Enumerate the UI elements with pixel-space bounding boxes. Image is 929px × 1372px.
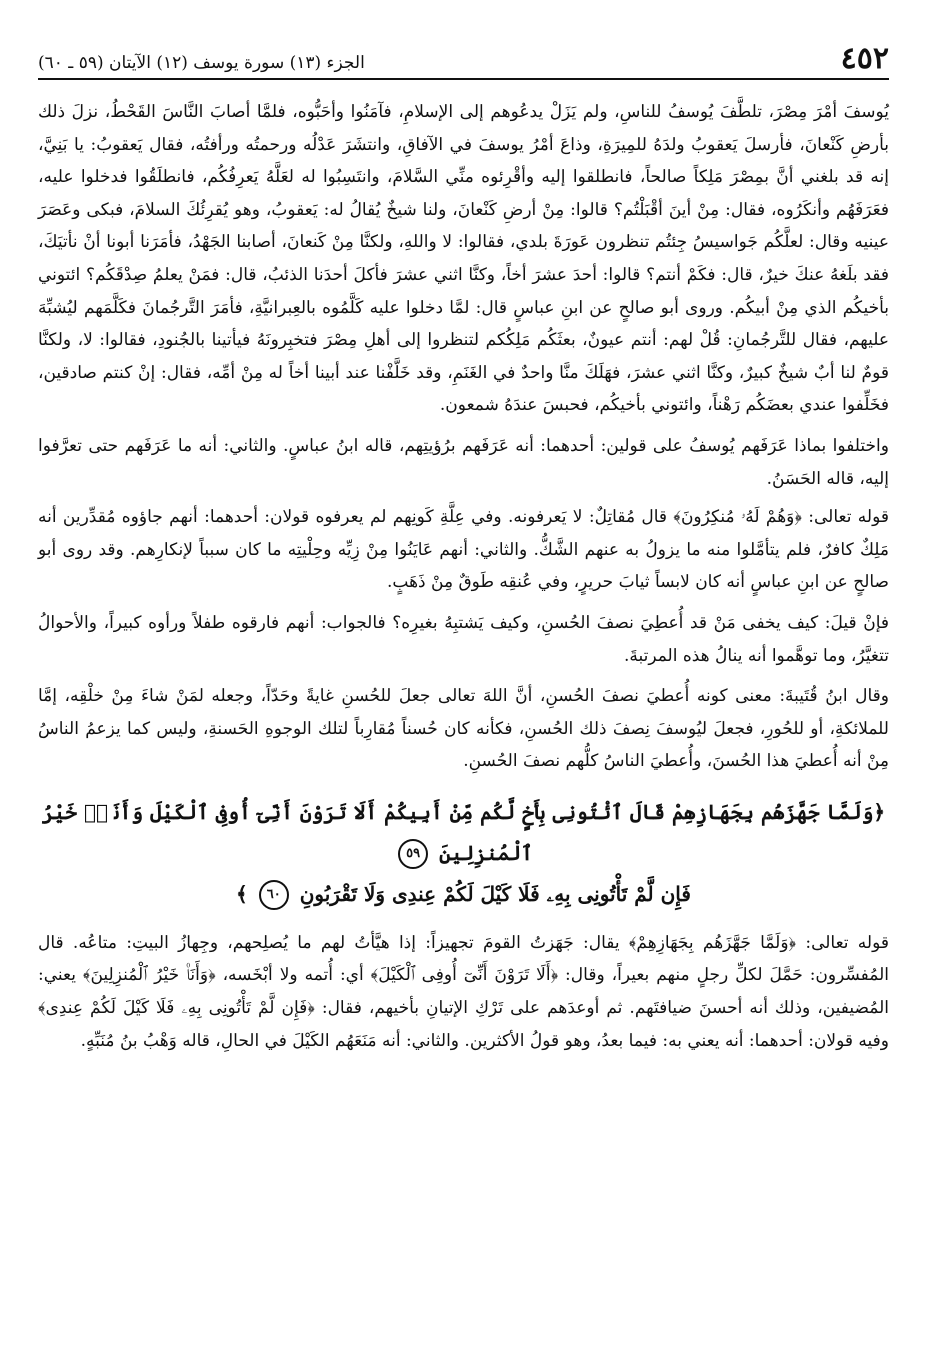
paragraph-story: يُوسفَ أمْرَ مِصْرَ، تلطَّفَ يُوسفُ للناسِ، ولم يَزَلْ يدعُوهم إلى الإسلامِ، فآمَنُوا وأحَبُّوه، فلمَّا أصابَ النَّاسَ القَحْطُ، نزلَ ذلك بأرضِ كَنْعانَ، فأرسلَ يَعقوبُ ولدَهُ للمِيرَةِ، وذاعَ أمْرُ يوسفَ في الآفاقِ، وانتشَرَ عَدْلُه ورحمتُه ورأفتُه، فقال يَعقوبُ: يا بَنِيَّ، إنه قد بلغني أنَّ بمِصْرَ مَلِكاً صالحاً، فانطلقوا إليه وأقْرِئوه منِّي السَّلامَ، وانتَسِبُوا له لعَلَّهُ يَعرِفُكُم، فانطلَقُوا فدخلوا عليه، فعَرَفَهُم وأنكَرُوه، فقال: مِنْ أينَ أقْبَلْتُم؟ قالوا: مِنْ أرضِ كَنْعانَ، ولنا شيخٌ يُقالُ له: يَعقوبُ، وهو يُقرِئُكَ السلامَ، فبكى وعَصَرَ عينيه وقال: لعلَّكُم جَواسيسُ جِئتُم تنظرون عَورَةَ بلدي، فقالوا: لا واللهِ، ولكنَّا مِنْ كَنعانَ، أصابنا الجَهْدُ، فأمَرَنا أبونا أنْ نأتيَكَ، فقد بلَغهُ عنكَ خيرٌ، قال: فكَمْ أنتم؟ قالوا: أحدَ عشرَ أخاً، وكنَّا اثني عشرَ فأكلَ أحدَنا الذئبُ، قال: فمَنْ يعلمُ صِدْقَكُم؟ ائتوني بأخيكُم الذي مِنْ أبيكُم. وروى أبو صالحٍ عن ابنِ عباسٍ قال: لمَّا دخلوا عليه كَلَّمُوه بالعِبرانيَّةِ، فأمَرَ التَّرجُمانَ فكَلَّمَهم ليُشبِّهَ عليهم، فقال للتَّرجُمانِ: قُلْ لهم: أنتم عيونٌ، بعثَكُم مَلِكُكم لتنظروا إلى أهلِ مِصْرَ فتخبِرونَهُ فيأتينا بالجُنودِ، فقالوا: لا، ولكنَّا قومٌ لنا أبٌ شيخٌ كبيرٌ، وكنَّا اثني عشرَ، فهَلَكَ منَّا واحدٌ في الغَنَمِ، وقد خَلَّفْنا عند أبينا أخاً له مِنْ أمِّه، فقال: إنْ كنتم صادقين، فخَلِّفوا عندي بعضَكُم رَهْناً، وائتوني بأخيكُم، فحبسَ عندَهُ شمعون.	[38, 102, 889, 416]
paragraph-ibn-qutaybah: وقال ابنُ قُتَيبةَ: معنى كونه أُعطيَ نصفَ الحُسنِ، أنَّ اللهَ تعالى جعلَ للحُسنِ غايةً وحَدّاً، وجعله لمَنْ شاءَ مِنْ خلْقِه، إمَّا للملائكةِ، أو للحُورِ، فجعلَ ليُوسفَ نِصفَ ذلك الحُسنِ، فكأنه كان حُسناً مُقارِباً لتلك الوجوهِ الحَسنةِ، وليس كما يزعمُ الناسُ مِنْ أنه أُعطيَ هذا الحُسنَ، وأُعطيَ الناسُ كلُّهم نصفَ الحُسنِ.	[38, 686, 889, 772]
page-body	[38, 96, 889, 1057]
paragraph-jahhazahum: قوله تعالى: ﴿وَلَمَّا جَهَّزَهُم بِجَهَازِهِمْ﴾ يقال: جَهَزتُ القومَ تجهيزاً: إذا هيَّأتُ لهم ما يُصلِحهم، وجِهازُ البيتِ: متاعُه. قال المُفسِّرون: حَمَّلَ لكلِّ رجلٍ منهم بعيراً، وقال: ﴿أَلَا تَرَوْنَ أَنِّىٓ أُوفِى ٱلْكَيْلَ﴾ أي: أُتمه ولا أبْخَسه، ﴿وَأَنَا۠ خَيْرُ ٱلْمُنزِلِينَ﴾ يعني: المُضيفين، وذلك أنه أحسنَ ضيافتَهم. ثم أوعدَهم على تَرْكِ الإتيانِ بأخيهم، فقال: ﴿فَإِن لَّمْ تَأْتُونِى بِهِۦ فَلَا كَيْلَ لَكُمْ عِندِى﴾ وفيه قولان: أحدهما: أنه يعني به: فيما بعدُ، وهو قولُ الأكثرين. والثاني: أنه مَنَعَهُم الكَيْلَ في الحالِ، قاله وَهْبُ بنُ مُنَبِّهٍ.	[38, 932, 889, 1051]
verse-close-bracket: ﴾	[236, 881, 248, 906]
page-header	[38, 34, 889, 80]
ayah-number-marker: ٥٩	[398, 839, 428, 869]
verse-line-1	[38, 792, 889, 874]
paragraph-recognition-opinions: واختلفوا بماذا عَرَفَهم يُوسفُ على قولين: أحدهما: أنه عَرَفَهم برُؤيتِهم، قاله ابنُ عباسٍ. والثاني: أنه ما عَرَفَهم حتى تعرَّفوا إليه، قاله الحَسَنُ.	[38, 435, 889, 489]
page-number: ٤٥٢	[840, 41, 889, 76]
running-head: الجزء (١٣) سورة يوسف (١٢) الآيتان (٥٩ ـ ٦٠)	[38, 53, 365, 73]
paragraph-munkirun: قوله تعالى: ﴿وَهُمْ لَهُۥ مُنكِرُونَ﴾ قال مُقاتِلٌ: لا يَعرفونه. وفي عِلَّةِ كَونِهم لم يعرفوه قولان: أحدهما: أنهم جاؤوه مُقدِّرين أنه مَلِكٌ كافرٌ، فلم يتأمَّلوا منه ما يزولُ به عنهم الشَّكُّ. والثاني: أنهم عَايَنُوا مِنْ زِيِّه وحِلْيتِه ما كان سبباً لإنكارِهم. وقد روى أبو صالحٍ عن ابنِ عباسٍ أنه كان لابساً ثيابَ حريرٍ، وفي عُنقِه طَوقٌ مِنْ ذَهَبٍ.	[38, 507, 889, 593]
verse-text-1: ﴿وَلَمَّا جَهَّزَهُم بِجَهَازِهِمْ قَالَ ٱئْتُونِى بِأَخٍ لَّكُم مِّنْ أَبِيكُمْ أَلَا تَرَوْنَ أَنِّىٓ أُوفِى ٱلْكَيْلَ وَأَنَا۠ خَيْرُ ٱلْمُنزِلِينَ	[41, 799, 886, 865]
verse-line-2	[38, 874, 889, 915]
quran-verse-block	[38, 792, 889, 915]
paragraph-question-answer: فإنْ قيلَ: كيف يخفى مَنْ قد أُعطِيَ نصفَ الحُسنِ، وكيف يَشتبِهُ بغيرِه؟ فالجواب: أنهم فارقوه طفلاً ورأوه كبيراً، والأحوالُ تتغيَّرُ، وما توهَّموا أنه ينالُ هذه المرتبةَ.	[38, 612, 889, 666]
verse-text-2: فَإِن لَّمْ تَأْتُونِى بِهِۦ فَلَا كَيْلَ لَكُمْ عِندِى وَلَا تَقْرَبُونِ	[299, 881, 691, 906]
ayah-number-marker: ٦٠	[259, 880, 289, 910]
